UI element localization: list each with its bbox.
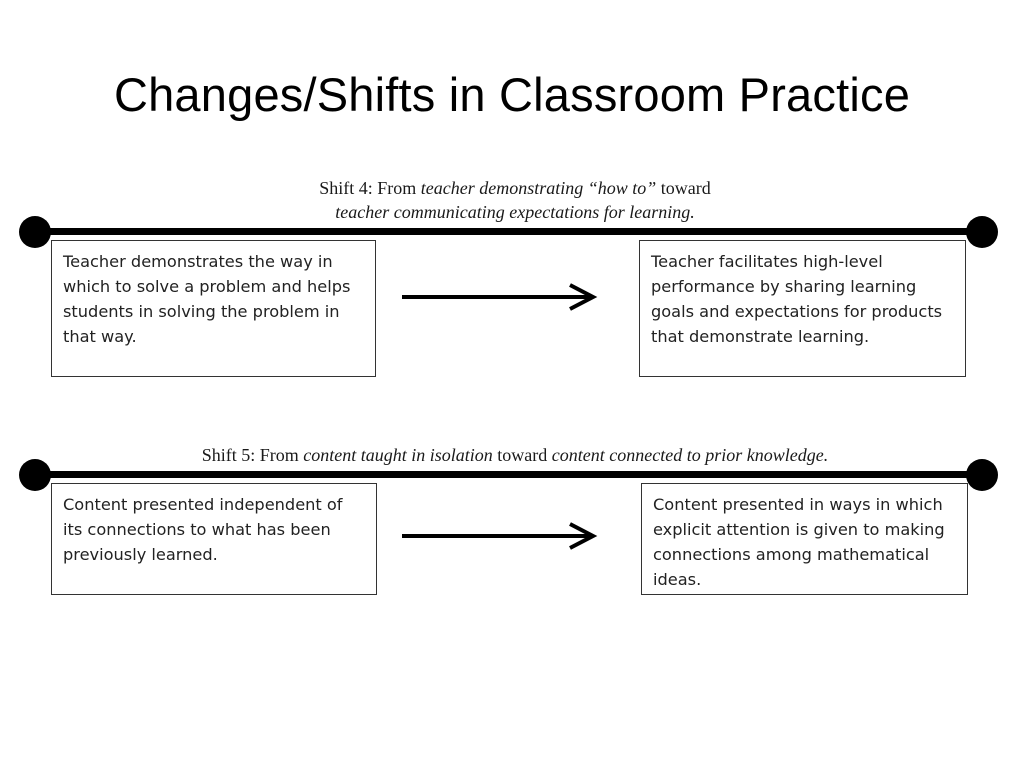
shift5-heading-from-phrase: content taught in isolation: [303, 445, 493, 465]
shift5-heading-line: [60, 443, 970, 467]
shift4-heading: [200, 176, 830, 224]
shift4-from-box: [51, 240, 376, 377]
shift4-heading-to-phrase: teacher communicating expectations for learning.: [335, 202, 695, 222]
shift4-right-endpoint-icon: [966, 216, 998, 248]
shift5-to-text: Content presented in ways in which explicit attention is given to making connections among mathematical ideas.: [653, 495, 945, 589]
shift4-to-box: [639, 240, 966, 377]
shift4-to-text: Teacher facilitates high-level performance by sharing learning goals and expectations for products that demonstrate learning.: [651, 252, 943, 346]
shift5-heading-to-phrase: content connected to prior knowledge.: [551, 445, 829, 465]
shift5-heading-prefix: Shift 5: From: [201, 445, 304, 465]
page-title: Changes/Shifts in Classroom Practice: [113, 68, 911, 121]
shift4-heading-line1: [200, 176, 830, 200]
shift5-heading-toward: toward: [492, 445, 552, 465]
shift4-continuum-line: [35, 228, 983, 235]
shift5-to-box: [641, 483, 968, 595]
shift4-heading-toward: toward: [656, 178, 711, 198]
shift5-right-arrow-icon: [400, 521, 600, 551]
shift5-from-box: [51, 483, 377, 595]
shift4-heading-from-phrase: teacher demonstrating “how to”: [420, 178, 657, 198]
shift4-from-text: Teacher demonstrates the way in which to solve a problem and helps students in solving the problem in that way.: [63, 252, 351, 346]
shift5-heading: [60, 443, 970, 467]
shift5-from-text: Content presented independent of its connections to what has been previously learned.: [63, 495, 343, 564]
shift4-heading-prefix: Shift 4: From: [319, 178, 421, 198]
shift5-continuum-line: [35, 471, 983, 478]
shift4-right-arrow-icon: [400, 282, 600, 312]
shift5-right-endpoint-icon: [966, 459, 998, 491]
